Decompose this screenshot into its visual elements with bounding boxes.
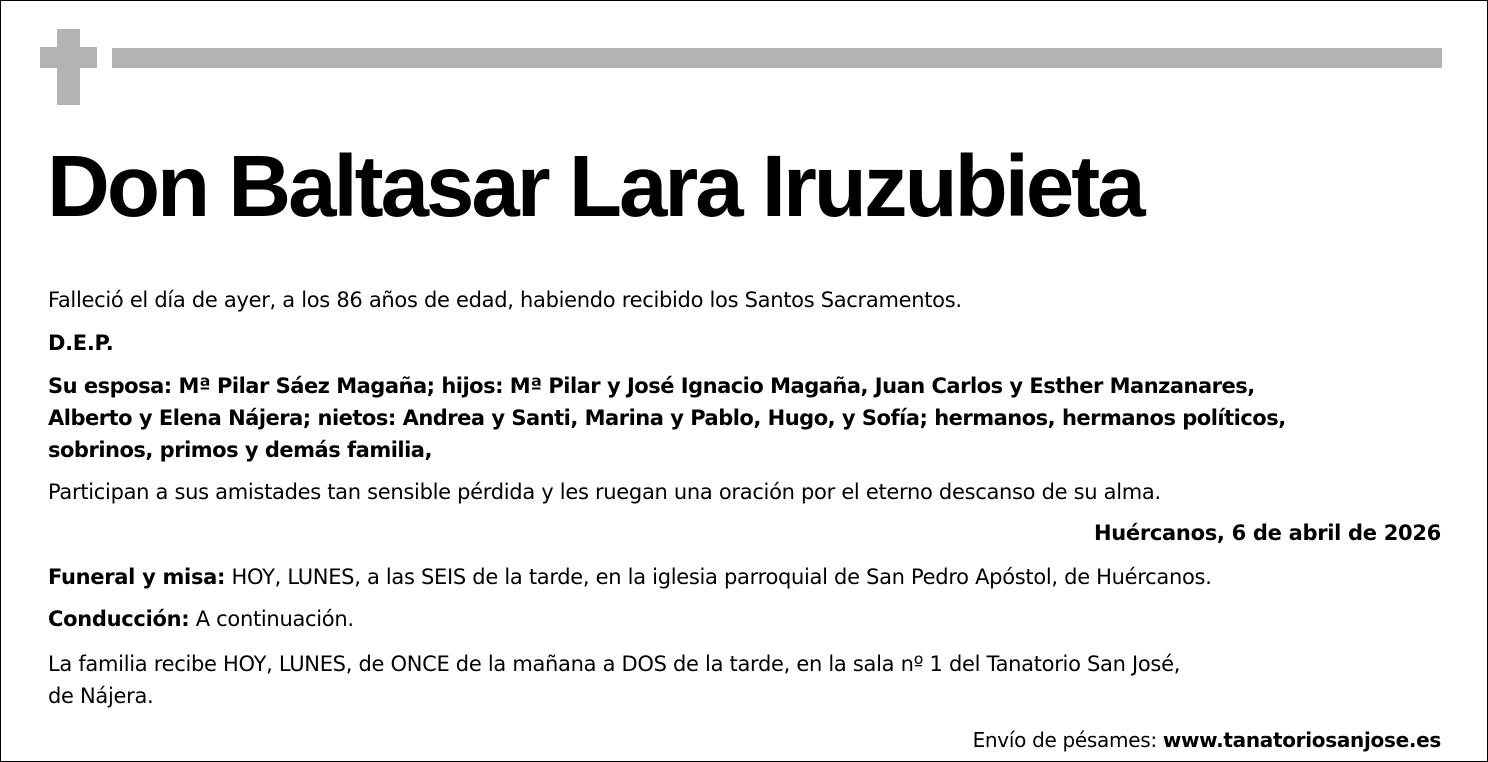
website-link[interactable]: www.tanatoriosanjose.es: [1162, 728, 1441, 752]
family-line-2: Alberto y Elena Nájera; nietos: Andrea y Santi, Marina y Pablo, Hugo, y Sofía; hermanos, hermanos políticos,: [48, 406, 1286, 430]
family-receives-line-1: La familia recibe HOY, LUNES, de ONCE de la mañana a DOS de la tarde, en la sala nº 1 del Tanatorio San José,: [48, 652, 1181, 676]
deceased-name: Don Baltasar Lara Iruzubieta: [47, 138, 1143, 235]
cross-icon-arm: [40, 47, 97, 68]
funeral-line: [48, 562, 1212, 593]
place-date: Huércanos, 6 de abril de 2026: [1093, 521, 1441, 545]
family-line-1: Su esposa: Mª Pilar Sáez Magaña; hijos: Mª Pilar y José Ignacio Magaña, Juan Carlos y Esther Manzanares,: [48, 374, 1255, 398]
family-line-3: sobrinos, primos y demás familia,: [48, 438, 432, 462]
conduccion-text: A continuación.: [189, 607, 354, 631]
conduccion-label: Conducción:: [48, 607, 190, 631]
family-receives-line-2: de Nájera.: [48, 684, 154, 708]
header-divider: [112, 48, 1442, 68]
condolences-footer: [973, 725, 1441, 756]
funeral-label: Funeral y misa:: [48, 565, 226, 589]
participation-text: Participan a sus amistades tan sensible pérdida y les ruegan una oración por el eterno descanso de su alma.: [48, 480, 1161, 504]
intro-text: Falleció el día de ayer, a los 86 años de edad, habiendo recibido los Santos Sacramentos.: [48, 288, 962, 312]
conduccion-line: [48, 604, 354, 635]
dep-text: D.E.P.: [48, 331, 114, 355]
condolences-label: Envío de pésames:: [972, 728, 1163, 752]
funeral-text: HOY, LUNES, a las SEIS de la tarde, en la iglesia parroquial de San Pedro Apóstol, de Huércanos.: [225, 565, 1212, 589]
